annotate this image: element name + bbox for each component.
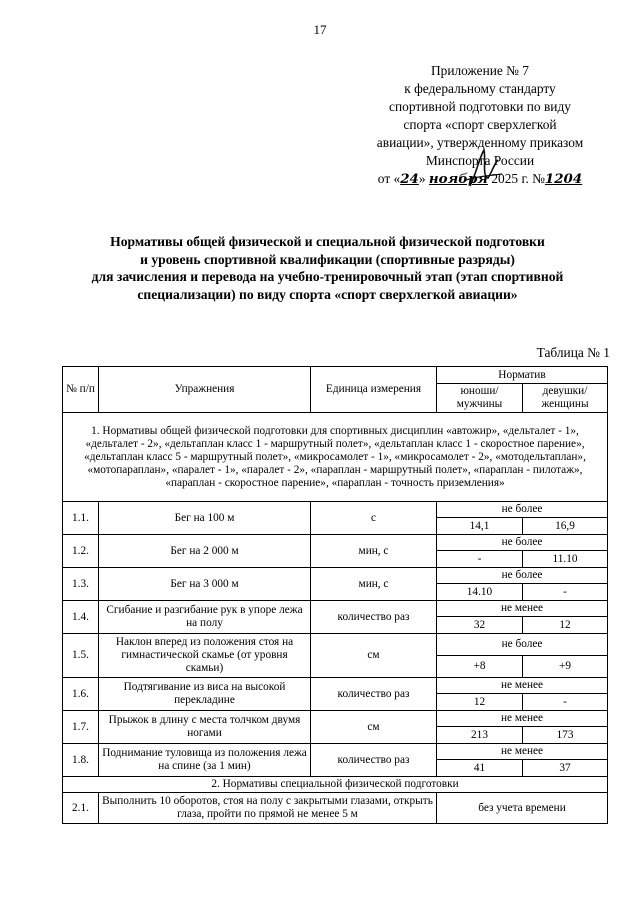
row-women: - — [523, 584, 608, 601]
table-row — [63, 793, 608, 824]
table-label: Таблица № 1 — [536, 345, 610, 360]
row-exercise: Бег на 3 000 м — [99, 568, 311, 601]
header-norm: Норматив — [437, 367, 608, 384]
header-num: № п/п — [63, 367, 99, 413]
table-row — [63, 634, 608, 656]
row-num: 1.3. — [63, 568, 99, 601]
section-row — [63, 413, 608, 502]
row-exercise: Сгибание и разгибание рук в упоре лежа на полу — [99, 601, 311, 634]
norms-table — [62, 366, 608, 824]
row-unit: количество раз — [311, 678, 437, 711]
row-unit: с — [311, 502, 437, 535]
order-year: 2025 г. № — [491, 171, 545, 186]
section1-title: 1. Нормативы общей физической подготовки для спортивных дисциплин «автожир», «дельталет - 1», «дельталет - 2», «дельтаплан класс 1 - маршрутный полет», «дельтаплан класс 1 - скоростное парение», «дельтаплан класс 5 - маршрутный полет», «микросамолет - 1», «микросамолет - 2», «мотодельтаплан», «мотопараплан», «паралет - 1», «паралет - 2», «параплан - маршрутный полет», «параплан - пилотаж», «параплан - скоростное парение», «параплан - точность приземления» — [63, 413, 608, 502]
row-women: 11.10 — [523, 551, 608, 568]
row-men: 12 — [437, 694, 523, 711]
row-women: - — [523, 694, 608, 711]
row-norm: не более — [437, 634, 608, 656]
row-norm: не более — [437, 535, 608, 551]
row-num: 1.8. — [63, 744, 99, 777]
header-exercise: Упражнения — [99, 367, 311, 413]
table-row — [63, 678, 608, 694]
row-num: 1.1. — [63, 502, 99, 535]
row-exercise: Поднимание туловища из положения лежа на спине (за 1 мин) — [99, 744, 311, 777]
appendix-line: авиации», утвержденному приказом — [376, 135, 584, 150]
order-month: ноября — [428, 171, 488, 187]
row-women: 173 — [523, 727, 608, 744]
row-unit: количество раз — [311, 601, 437, 634]
row-norm: не менее — [437, 711, 608, 727]
row-num: 1.6. — [63, 678, 99, 711]
row-exercise: Бег на 2 000 м — [99, 535, 311, 568]
header-women: девушки/ женщины — [523, 384, 608, 413]
row-num: 2.1. — [63, 793, 99, 824]
row-women: 12 — [523, 617, 608, 634]
title-line: и уровень спортивной квалификации (спортивные разряды) — [140, 251, 515, 267]
row-women: 16,9 — [523, 518, 608, 535]
row-unit: количество раз — [311, 744, 437, 777]
row-norm: не менее — [437, 601, 608, 617]
section-row — [63, 777, 608, 793]
table-row — [63, 711, 608, 727]
row-num: 1.2. — [63, 535, 99, 568]
row-num: 1.5. — [63, 634, 99, 678]
document-title — [40, 233, 615, 303]
row-norm: не менее — [437, 678, 608, 694]
row-men: 14,1 — [437, 518, 523, 535]
row-norm: не более — [437, 502, 608, 518]
order-day: 24 — [400, 171, 419, 187]
title-line: для зачисления и перевода на учебно-тренировочный этап (этап спортивной — [91, 269, 564, 284]
row-men: 14.10 — [437, 584, 523, 601]
order-mid: » — [418, 171, 426, 186]
row-unit: мин, с — [311, 568, 437, 601]
row-unit: см — [311, 711, 437, 744]
row-men: 213 — [437, 727, 523, 744]
row-norm: не более — [437, 568, 608, 584]
appendix-line: к федеральному стандарту — [404, 81, 556, 96]
header-men: юноши/ мужчины — [437, 384, 523, 413]
row-men: 41 — [437, 760, 523, 777]
row-women: +9 — [523, 656, 608, 678]
header-unit: Единица измерения — [311, 367, 437, 413]
row-men: 32 — [437, 617, 523, 634]
signature-icon — [462, 146, 504, 190]
section2-title: 2. Нормативы специальной физической подготовки — [63, 777, 608, 793]
row-num: 1.7. — [63, 711, 99, 744]
row-unit: см — [311, 634, 437, 678]
row-norm: не менее — [437, 744, 608, 760]
row-num: 1.4. — [63, 601, 99, 634]
row-women: 37 — [523, 760, 608, 777]
appendix-line: Приложение № 7 — [430, 63, 530, 78]
appendix-line: спортивной подготовки по виду — [389, 99, 571, 114]
row-unit: мин, с — [311, 535, 437, 568]
appendix-line: спорта «спорт сверхлегкой — [403, 117, 557, 132]
order-prefix: от « — [377, 171, 401, 186]
title-line: специализации) по виду спорта «спорт сверхлегкой авиации» — [137, 286, 518, 302]
table-row — [63, 502, 608, 518]
table-header-row — [63, 367, 608, 384]
row-men: +8 — [437, 656, 523, 678]
row-exercise: Бег на 100 м — [99, 502, 311, 535]
page-number: 17 — [313, 22, 327, 37]
appendix-line: Минспорта России — [425, 153, 535, 168]
row-exercise: Выполнить 10 оборотов, стоя на полу с закрытыми глазами, открыть глаза, пройти по прямой не менее 5 м — [99, 793, 437, 824]
row-exercise: Прыжок в длину с места толчком двумя ногами — [99, 711, 311, 744]
table-row — [63, 535, 608, 551]
order-number: 1204 — [544, 171, 583, 187]
title-line: Нормативы общей физической и специальной физической подготовки — [110, 234, 545, 249]
row-norm: без учета времени — [437, 793, 608, 824]
table-row — [63, 744, 608, 760]
row-exercise: Подтягивание из виса на высокой перекладине — [99, 678, 311, 711]
table-row — [63, 601, 608, 617]
row-exercise: Наклон вперед из положения стоя на гимнастической скамье (от уровня скамьи) — [99, 634, 311, 678]
row-men: - — [437, 551, 523, 568]
table-row — [63, 568, 608, 584]
